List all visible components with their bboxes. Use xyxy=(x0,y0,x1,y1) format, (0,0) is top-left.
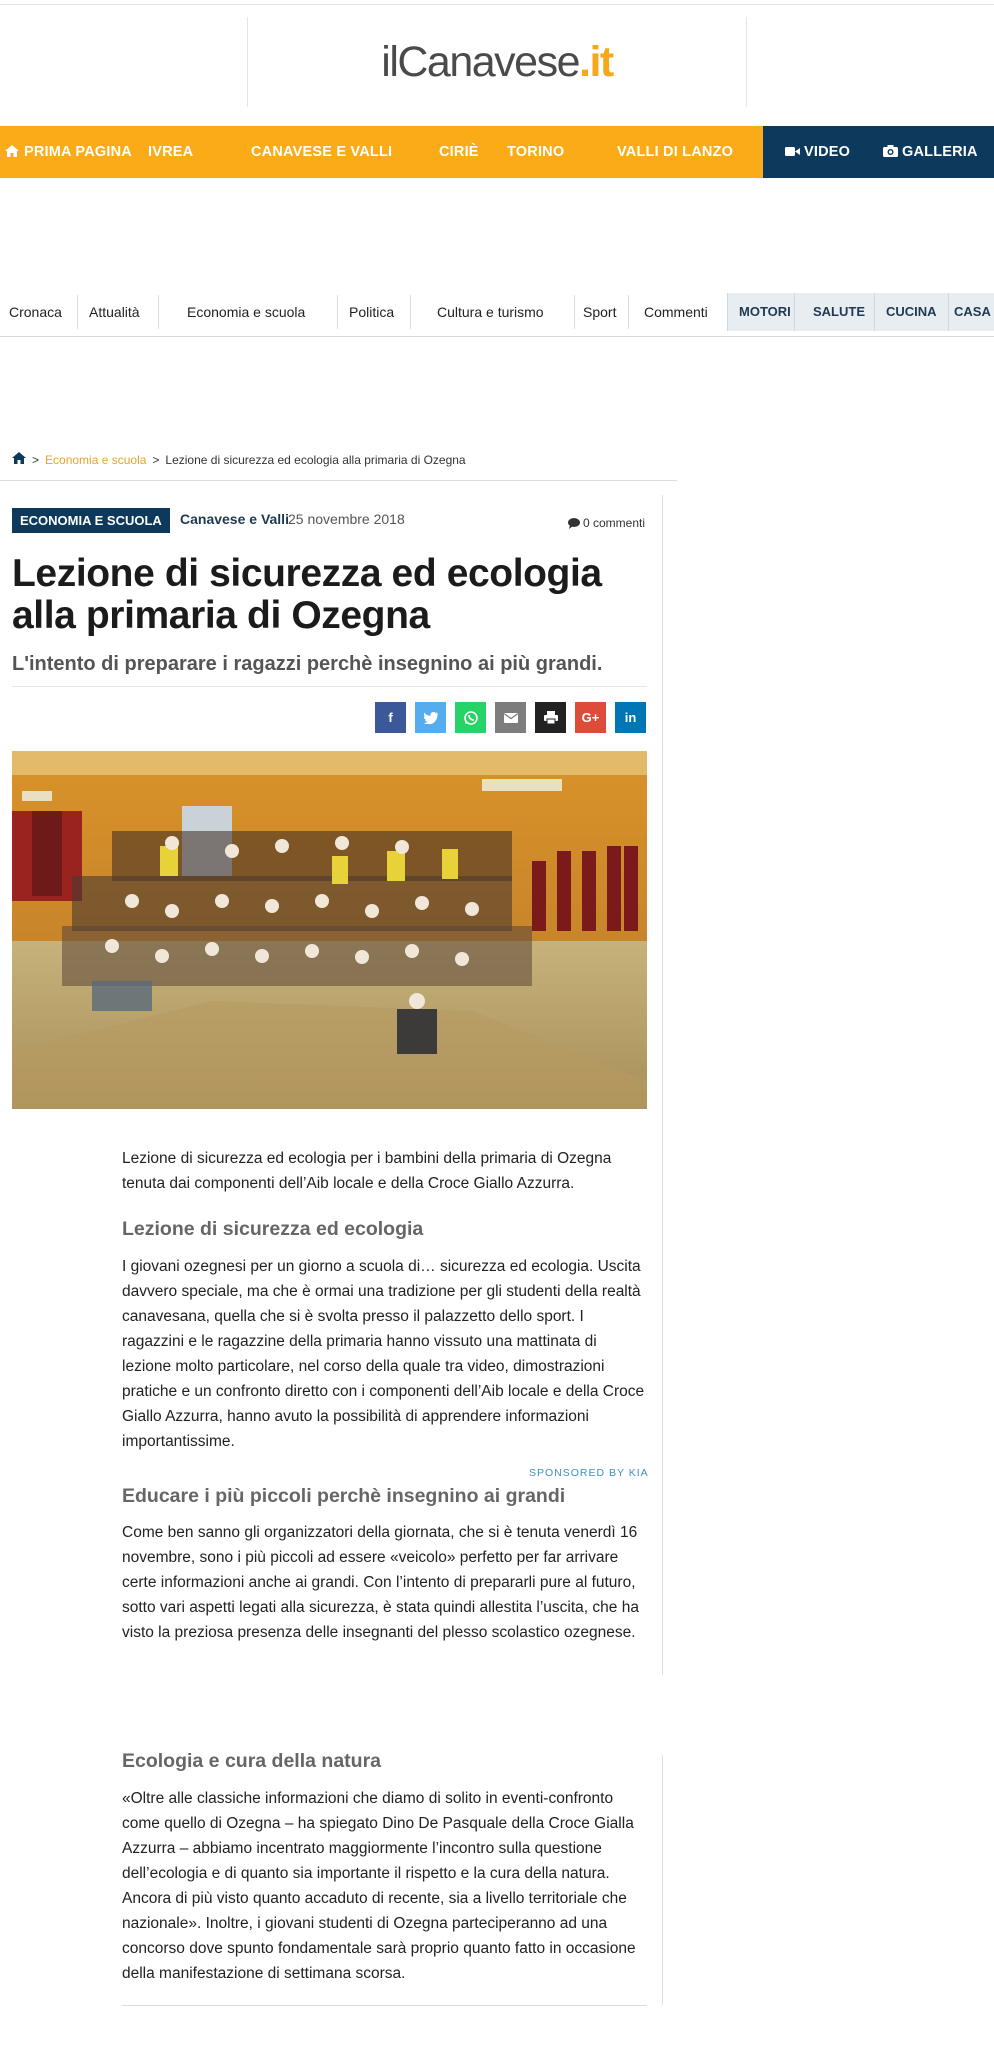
breadcrumb-current: Lezione di sicurezza ed ecologia alla primaria di Ozegna xyxy=(165,452,466,467)
subnav-sport[interactable]: Sport xyxy=(583,304,617,320)
top-border xyxy=(0,0,994,5)
nav-cirie[interactable]: CIRIÈ xyxy=(439,144,479,160)
subnav-economia-e-scuola[interactable]: Economia e scuola xyxy=(187,304,306,320)
print-icon xyxy=(544,711,558,724)
subnav-casa[interactable]: CASA xyxy=(954,304,991,319)
article-paragraph-1: I giovani ozegnesi per un giorno a scuola di… sicurezza ed ecologia. Uscita davvero speciale, ma che è ormai una tradizione per gli studenti della realtà canavesana, quella che si è svolta presso il palazzetto dello sport. I ragazzini e le ragazzine della primaria hanno vissuto una mattinata di lezione molto particolare, nel corso della quale tra video, dimostrazioni pratiche e un confronto diretto con i componenti dell’Aib locale e della Croce Giallo Azzurra, hanno avuto la possibilità di apprendere informazioni importantissime. xyxy=(122,1258,645,1450)
nav-galleria[interactable] xyxy=(883,126,978,178)
article-paragraph-3: «Oltre alle classiche informazioni che diamo di solito in eventi-confronto come quello di Ozegna – ha spiegato Dino De Pasquale della Croce Gialla Azzurra – abbiamo incentrato maggiormente l’incontro sulla questione dell’ecologia e di quanto sia importante il rispetto e la cura della natura. Ancora di più visto quanto accaduto di recente, sia a livello territoriale che nazionale». Inoltre, i giovani studenti di Ozegna parteciperanno ad una concorso dove spunto fondamentale sarà proprio quanto fatto in occasione della manifestazione di settimana scorsa. xyxy=(122,1790,636,1982)
share-twitter-button[interactable] xyxy=(415,702,446,733)
nav-video-label: VIDEO xyxy=(804,144,851,160)
breadcrumb xyxy=(12,452,466,467)
comment-icon xyxy=(568,518,580,529)
video-camera-icon xyxy=(785,146,800,157)
breadcrumb-home[interactable] xyxy=(12,452,26,467)
article-title: Lezione di sicurezza ed ecologia alla primaria di Ozegna xyxy=(12,552,602,637)
comments-link[interactable] xyxy=(568,516,645,530)
site-logo xyxy=(381,38,612,87)
logo-domain-text: .it xyxy=(579,37,613,86)
section-heading-1: Lezione di sicurezza ed ecologia xyxy=(122,1218,424,1240)
share-print-button[interactable] xyxy=(535,702,566,733)
main-navigation xyxy=(0,126,994,178)
twitter-icon xyxy=(424,712,438,724)
subnav-salute[interactable]: SALUTE xyxy=(813,304,865,319)
nav-video[interactable] xyxy=(785,126,850,178)
google-plus-icon: G+ xyxy=(581,710,600,725)
comments-count: 0 commenti xyxy=(583,516,646,530)
email-icon xyxy=(504,713,518,723)
nav-ivrea[interactable]: IVREA xyxy=(148,144,194,160)
nav-media-section xyxy=(763,126,994,178)
article-photo[interactable] xyxy=(12,751,647,1109)
subnav-commenti[interactable]: Commenti xyxy=(644,304,708,320)
subnav-cronaca[interactable]: Cronaca xyxy=(9,304,62,320)
whatsapp-icon xyxy=(464,711,478,725)
nav-prima-pagina[interactable] xyxy=(5,126,132,178)
subnav-divider xyxy=(77,295,78,329)
share-linkedin-button[interactable] xyxy=(615,702,646,733)
column-divider xyxy=(662,1755,663,2005)
share-whatsapp-button[interactable] xyxy=(455,702,486,733)
subnav-motori[interactable]: MOTORI xyxy=(739,304,791,319)
title-divider xyxy=(12,686,647,687)
breadcrumb-category[interactable]: Economia e scuola xyxy=(45,452,147,467)
nav-prima-pagina-label: PRIMA PAGINA xyxy=(24,144,132,160)
subnav-divider xyxy=(574,295,575,329)
camera-icon xyxy=(883,145,898,157)
nav-canavese-e-valli[interactable]: CANAVESE E VALLI xyxy=(251,144,393,160)
section-heading-2: Educare i più piccoli perchè insegnino ai grandi xyxy=(122,1485,566,1507)
nav-valli-di-lanzo[interactable]: VALLI DI LANZO xyxy=(617,144,734,160)
home-icon xyxy=(12,452,26,464)
share-email-button[interactable] xyxy=(495,702,526,733)
nav-galleria-label: GALLERIA xyxy=(902,144,978,160)
share-facebook-button[interactable] xyxy=(375,702,406,733)
article-location[interactable]: Canavese e Valli xyxy=(180,511,289,527)
article-photo-image xyxy=(12,751,647,1109)
subnav-divider xyxy=(337,295,338,329)
article-subtitle: L'intento di preparare i ragazzi perchè insegnino ai più grandi. xyxy=(12,653,603,675)
article-date: 25 novembre 2018 xyxy=(288,511,405,527)
subnav-attualita[interactable]: Attualità xyxy=(89,304,140,320)
section-navigation xyxy=(0,293,994,337)
subnav-cultura-e-turismo[interactable]: Cultura e turismo xyxy=(437,304,544,320)
article-paragraph-2: Come ben sanno gli organizzatori della giornata, che si è tenuta venerdì 16 novembre, sono i più piccoli ad essere «veicolo» perfetto per far arrivare certe informazioni anche ai grandi. Con l’intento di prepararli pure al futuro, sotto vari aspetti legati alla sicurezza, è stata quindi allestita l’uscita, che ha visto la preziosa presenza delle insegnanti del plesso scolastico ozegnese. xyxy=(122,1524,639,1641)
section-heading-3: Ecologia e cura della natura xyxy=(122,1750,382,1772)
article-end-divider xyxy=(122,2005,647,2006)
facebook-icon: f xyxy=(388,710,393,725)
subnav-divider xyxy=(410,295,411,329)
column-divider xyxy=(662,495,663,1675)
linkedin-icon: in xyxy=(624,710,637,725)
breadcrumb-separator: > xyxy=(32,452,40,467)
site-logo-link[interactable] xyxy=(247,17,747,107)
article-intro: Lezione di sicurezza ed ecologia per i bambini della primaria di Ozegna tenuta dai componenti dell’Aib locale e della Croce Giallo Azzurra. xyxy=(122,1150,612,1192)
home-icon xyxy=(5,145,19,157)
share-google-plus-button[interactable] xyxy=(575,702,606,733)
subnav-divider xyxy=(628,295,629,329)
subnav-politica[interactable]: Politica xyxy=(349,304,395,320)
logo-main-text: ilCanavese xyxy=(381,37,579,86)
nav-torino[interactable]: TORINO xyxy=(507,144,565,160)
subnav-divider xyxy=(158,295,159,329)
breadcrumb-separator: > xyxy=(152,452,160,467)
breadcrumb-divider xyxy=(0,480,677,481)
category-badge[interactable]: ECONOMIA E SCUOLA xyxy=(12,508,170,533)
sponsored-label[interactable]: SPONSORED BY KIA xyxy=(529,1467,649,1479)
subnav-cucina[interactable]: CUCINA xyxy=(886,304,937,319)
